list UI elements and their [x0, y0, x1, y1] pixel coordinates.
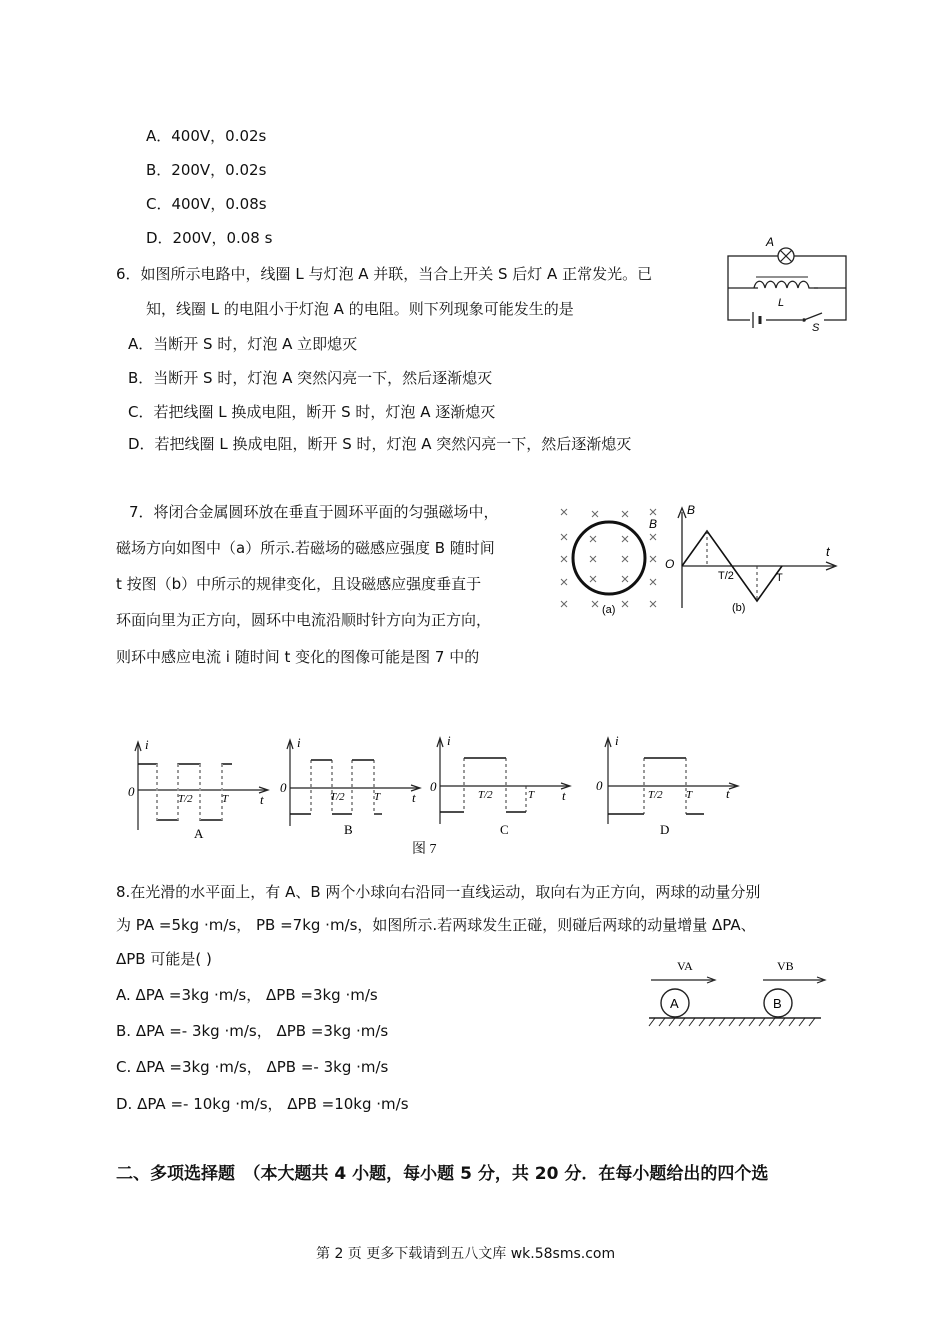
q5-option-c: C．400V，0.08s: [146, 195, 267, 213]
q6-line-1: 6．如图所示电路中，线圈 L 与灯泡 A 并联，当合上开关 S 后灯 A 正常发光。已: [116, 265, 653, 283]
fig-b-period: T: [776, 572, 783, 584]
q6-option-a: A．当断开 S 时，灯泡 A 立即熄灭: [128, 335, 358, 353]
q5-option-d: D．200V，0.08 s: [146, 229, 273, 247]
graph-y-label: i: [447, 733, 451, 748]
graph-origin: 0: [128, 784, 135, 799]
q8-line-2: 为 PA =5kg ·m/s， PB =7kg ·m/s，如图所示.若两球发生正碰，则碰后两球的动量增量 ΔPA、: [116, 916, 756, 934]
graph-origin: 0: [430, 779, 437, 794]
current-curve: [138, 764, 232, 820]
graph-half-period: T/2: [178, 793, 193, 805]
q7-figure-a: [556, 500, 666, 620]
q7-graph-d: [596, 730, 746, 840]
switch-label: S: [812, 322, 820, 334]
q7-graph-b: [278, 732, 428, 842]
velocity-a-label: VA: [677, 959, 693, 973]
q6-option-b: B．当断开 S 时，灯泡 A 突然闪亮一下，然后逐渐熄灭: [128, 369, 493, 387]
q8-option-b: B. ΔPA =- 3kg ·m/s， ΔPB =3kg ·m/s: [116, 1022, 389, 1040]
q7-line-3: t 按图（b）中所示的规律变化，且设磁感应强度垂直于: [116, 575, 482, 593]
q8-option-a: A. ΔPA =3kg ·m/s， ΔPB =3kg ·m/s: [116, 986, 378, 1004]
graph-period: T: [222, 793, 229, 805]
q5-option-a: A．400V，0.02s: [146, 127, 267, 145]
q8-line-3: ΔPB 可能是( ): [116, 950, 212, 968]
magnetic-field-crosses: [561, 509, 656, 607]
fig-b-y-label: B: [687, 503, 696, 517]
velocity-b-label: VB: [777, 959, 794, 973]
graph-period: T: [686, 789, 693, 801]
q7-line-5: 则环中感应电流 i 随时间 t 变化的图像可能是图 7 中的: [116, 648, 480, 666]
fig-b-half-period: T/2: [718, 570, 734, 582]
coil-label: L: [778, 297, 785, 309]
q5-option-b: B．200V，0.02s: [146, 161, 267, 179]
graph-letter: D: [660, 822, 670, 837]
ball-b-label: B: [773, 996, 782, 1011]
graph-x-label: t: [412, 790, 416, 805]
graph-y-label: i: [615, 733, 619, 748]
q8-option-c: C. ΔPA =3kg ·m/s， ΔPB =- 3kg ·m/s: [116, 1058, 389, 1076]
graph-x-label: t: [726, 786, 730, 801]
q8-collision-figure: [645, 958, 825, 1030]
section-2-heading: 二、多项选择题 （本大题共 4 小题，每小题 5 分，共 20 分．在每小题给出的四个选: [116, 1164, 769, 1184]
graph-origin: 0: [596, 778, 603, 793]
graph-origin: 0: [280, 780, 287, 795]
graph-half-period: T/2: [330, 791, 345, 803]
graph-x-label: t: [260, 792, 264, 807]
q6-circuit-diagram: [722, 232, 852, 332]
q8-line-1: 8.在光滑的水平面上，有 A、B 两个小球向右沿同一直线运动，取向右为正方向，两球的动量分别: [116, 883, 761, 901]
graph-y-label: i: [297, 735, 301, 750]
q6-line-2: 知，线圈 L 的电阻小于灯泡 A 的电阻。则下列现象可能发生的是: [146, 300, 574, 318]
graph-half-period: T/2: [648, 789, 663, 801]
graph-x-label: t: [562, 788, 566, 803]
q7-line-4: 环面向里为正方向，圆环中电流沿顺时针方向为正方向，: [116, 611, 492, 629]
q6-option-d: D．若把线圈 L 换成电阻，断开 S 时，灯泡 A 突然闪亮一下，然后逐渐熄灭: [128, 435, 632, 453]
page-footer: 第 2 页 更多下载请到五八文库 wk.58sms.com: [316, 1246, 616, 1262]
graph-period: T: [374, 791, 381, 803]
q7-line-2: 磁场方向如图中（a）所示.若磁场的磁感应强度 B 随时间: [116, 539, 495, 557]
graph-letter: A: [194, 826, 204, 841]
lamp-label: A: [766, 235, 775, 249]
graph-letter: C: [500, 822, 509, 837]
q7-line-1: 7．将闭合金属圆环放在垂直于圆环平面的匀强磁场中，: [129, 503, 499, 521]
fig-b-origin: O: [665, 557, 675, 571]
graph-period: T: [528, 789, 535, 801]
q7-graph-a: [126, 734, 276, 844]
metal-ring: [573, 522, 645, 594]
fig-b-caption: (b): [732, 602, 746, 614]
q7-figure-b: [662, 498, 842, 618]
graph-y-label: i: [145, 737, 149, 752]
fig-b-x-label: t: [826, 544, 830, 559]
field-label-b: B: [649, 517, 658, 531]
fig-a-caption: (a): [602, 604, 616, 616]
q7-graph-c: [428, 730, 578, 840]
ball-a-label: A: [670, 996, 679, 1011]
graph-letter: B: [344, 822, 353, 837]
q6-option-c: C．若把线圈 L 换成电阻，断开 S 时，灯泡 A 逐渐熄灭: [128, 403, 496, 421]
q8-option-d: D. ΔPA =- 10kg ·m/s， ΔPB =10kg ·m/s: [116, 1095, 409, 1113]
graph-half-period: T/2: [478, 789, 493, 801]
figure-7-caption: 图 7: [412, 842, 437, 857]
ground-hatch: [649, 1018, 815, 1026]
